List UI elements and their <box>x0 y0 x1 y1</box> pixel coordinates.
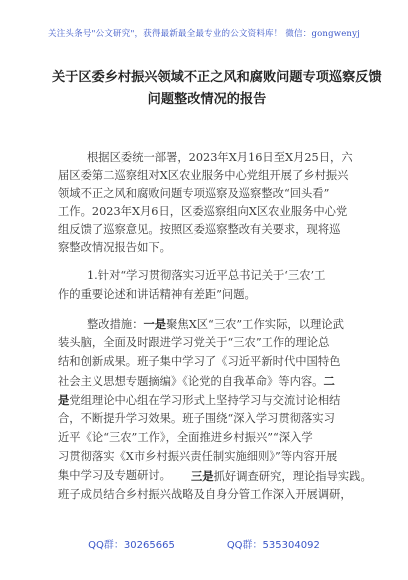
body-line: 是党组理论中心组在学习形式上坚持学习与交流讨论相结 <box>58 393 341 407</box>
body-line: 1.针对“学习贯彻落实习近平总书记关于‘三农’工 <box>87 269 326 282</box>
body-line: 根据区委统一部署，2023年X月16日至X月25日，六 <box>87 151 353 164</box>
body-line: 三是抓好调查研究，理论指导实践。 <box>191 469 372 483</box>
body-line: 组反馈了巡察意见。按照区委巡察整改有关要求，现将巡 <box>58 223 341 236</box>
body-line: 习贯彻落实《X市乡村振兴责任制实施细则》”等内容开展 <box>58 450 338 463</box>
top-banner: 关注头条号"公文研究"，获得最新最全最专业的公文资料库！ 微信：gongwenyj <box>48 29 360 39</box>
body-line: 结和创新成果。班子集中学习了《习近平新时代中国特色 <box>58 355 341 368</box>
document-title-line-2: 问题整改情况的报告 <box>147 92 267 107</box>
body-line: 届区委第二巡察组对X区农业服务中心党组开展了乡村振兴 <box>58 169 349 182</box>
emphasis-text: 一是 <box>143 317 167 331</box>
body-line: 合，不断提升学习效果。班子围绕“深入学习贯彻落实习 <box>58 412 335 425</box>
emphasis-text: 是 <box>58 393 70 407</box>
body-line: 整改措施：一是聚焦X区“三农”工作实际，以理论武 <box>87 317 344 331</box>
body-line: 班子成员结合乡村振兴战略及自身分管工作深入开展调研， <box>58 488 352 501</box>
qq-group-1: QQ群：30265665 <box>88 540 175 551</box>
body-line: 社会主义思想专题摘编》《论党的自我革命》等内容。二 <box>58 374 335 388</box>
body-line: 察整改情况报告如下。 <box>58 241 171 254</box>
document-title-line-1: 关于区委乡村振兴领域不正之风和腐败问题专项巡察反馈 <box>52 70 382 85</box>
qq-group-2: QQ群：535304092 <box>226 540 320 551</box>
emphasis-text: 三是 <box>191 469 214 483</box>
body-line: 工作。2023年X月6日，区委巡察组向X区农业服务中心党 <box>58 205 348 218</box>
body-line: 集中学习及专题研讨。 <box>58 469 171 482</box>
body-line: 装头脑，全面及时跟进学习党关于“三农”工作的理论总 <box>58 336 330 349</box>
body-line: 近平《论“三农”工作》，全面推进乡村振兴”“深入学 <box>58 431 313 444</box>
bottom-banner <box>0 536 408 551</box>
body-line: 作的重要论述和讲话精神有差距”问题。 <box>58 288 256 301</box>
emphasis-text: 二 <box>323 374 335 388</box>
body-line: 领域不正之风和腐败问题专项巡察及巡察整改“回头看” <box>58 187 330 200</box>
